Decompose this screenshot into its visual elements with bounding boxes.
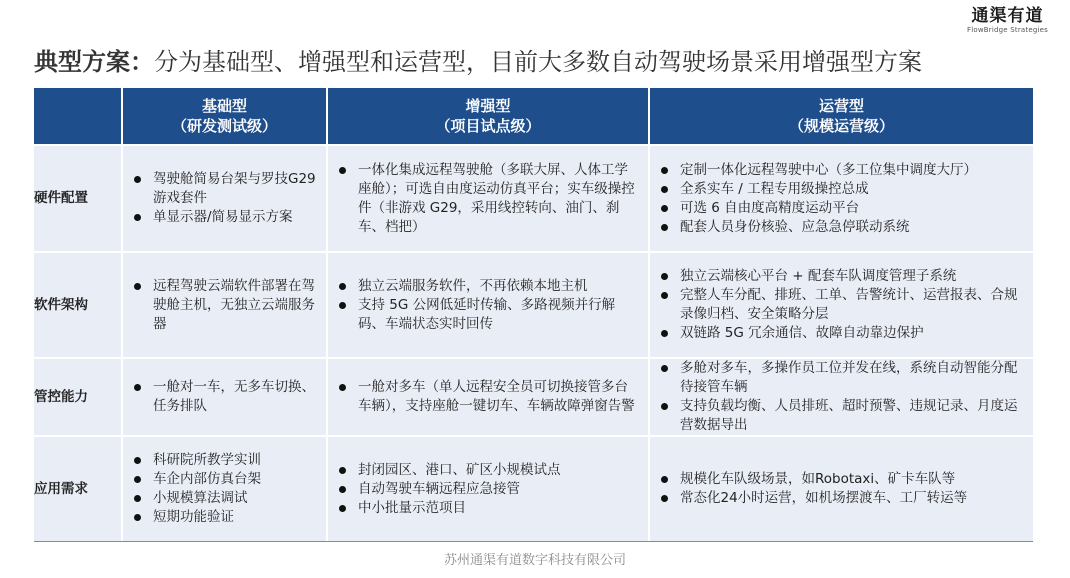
title-bold: 典型方案 <box>34 48 130 76</box>
bottom-divider <box>34 541 1033 542</box>
header-enhanced-sub: （项目试点级） <box>435 117 541 135</box>
cell-hardware-basic <box>122 145 327 252</box>
list-item: 全系实车 / 工程专用级操控总成 <box>680 180 1025 199</box>
slide-title <box>34 46 922 78</box>
list-item: 远程驾驶云端软件部署在驾驶舱主机，无独立云端服务器 <box>153 277 318 334</box>
table-row-application <box>34 436 1033 541</box>
list-item: 多舱对多车，多操作员工位并发在线，系统自动智能分配待接管车辆 <box>680 359 1025 397</box>
cell-hardware-operational <box>649 145 1033 252</box>
title-separator: ： <box>130 48 154 76</box>
list-item: 支持 5G 公网低延时传输、多路视频并行解码、车端状态实时回传 <box>358 296 640 334</box>
cell-control-operational <box>649 358 1033 436</box>
header-basic-sub: （研发测试级） <box>171 117 277 135</box>
list-item: 支持负载均衡、人员排班、超时预警、违规记录、月度运营数据导出 <box>680 397 1025 435</box>
header-enhanced <box>327 88 649 145</box>
row-label-control: 管控能力 <box>34 358 122 436</box>
cell-hardware-enhanced <box>327 145 649 252</box>
header-basic-name: 基础型 <box>201 97 247 115</box>
logo-en-text: FlowBridge Strategies <box>967 26 1048 34</box>
table-row-control <box>34 358 1033 436</box>
list-item: 可选 6 自由度高精度运动平台 <box>680 199 1025 218</box>
list-item: 自动驾驶车辆远程应急接管 <box>358 480 640 499</box>
list-item: 小规模算法调试 <box>153 489 318 508</box>
list-item: 一舱对一车，无多车切换、任务排队 <box>153 378 318 416</box>
row-label-hardware: 硬件配置 <box>34 145 122 252</box>
cell-control-basic <box>122 358 327 436</box>
list-item: 独立云端核心平台 + 配套车队调度管理子系统 <box>680 267 1025 286</box>
cell-control-enhanced <box>327 358 649 436</box>
row-label-software: 软件架构 <box>34 252 122 358</box>
cell-application-basic <box>122 436 327 541</box>
logo-cn-text: 通渠有道 <box>971 6 1044 26</box>
list-item: 科研院所教学实训 <box>153 451 318 470</box>
company-logo <box>967 6 1048 35</box>
cell-application-operational <box>649 436 1033 541</box>
table-header-row <box>34 88 1033 145</box>
title-rest: 分为基础型、增强型和运营型，目前大多数自动驾驶场景采用增强型方案 <box>154 48 922 76</box>
cell-software-enhanced <box>327 252 649 358</box>
table-row-software <box>34 252 1033 358</box>
list-item: 一舱对多车（单人远程安全员可切换接管多台车辆），支持座舱一键切车、车辆故障弹窗告警 <box>358 378 640 416</box>
list-item: 短期功能验证 <box>153 508 318 527</box>
list-item: 一体化集成远程驾驶舱（多联大屏、人体工学座舱）；可选自由度运动仿真平台；实车级操控件（非游戏 G29，采用线控转向、油门、刹车、档把） <box>358 161 640 237</box>
cell-software-operational <box>649 252 1033 358</box>
list-item: 双链路 5G 冗余通信、故障自动靠边保护 <box>680 324 1025 343</box>
row-label-application: 应用需求 <box>34 436 122 541</box>
header-basic <box>122 88 327 145</box>
header-operational-sub: （规模运营级） <box>788 117 894 135</box>
header-corner <box>34 88 122 145</box>
plan-comparison-table <box>34 88 1033 541</box>
list-item: 车企内部仿真台架 <box>153 470 318 489</box>
header-operational-name: 运营型 <box>818 97 864 115</box>
list-item: 驾驶舱简易台架与罗技G29游戏套件 <box>153 170 318 208</box>
list-item: 中小批量示范项目 <box>358 499 640 518</box>
list-item: 规模化车队级场景，如Robotaxi、矿卡车队等 <box>680 470 1025 489</box>
list-item: 定制一体化远程驾驶中心（多工位集中调度大厅） <box>680 161 1025 180</box>
cell-application-enhanced <box>327 436 649 541</box>
header-enhanced-name: 增强型 <box>465 97 511 115</box>
header-operational <box>649 88 1033 145</box>
list-item: 独立云端服务软件，不再依赖本地主机 <box>358 277 640 296</box>
table-row-hardware <box>34 145 1033 252</box>
list-item: 完整人车分配、排班、工单、告警统计、运营报表、合规录像归档、安全策略分层 <box>680 286 1025 324</box>
list-item: 单显示器/简易显示方案 <box>153 208 318 227</box>
list-item: 封闭园区、港口、矿区小规模试点 <box>358 461 640 480</box>
list-item: 常态化24小时运营，如机场摆渡车、工厂转运等 <box>680 489 1025 508</box>
list-item: 配套人员身份核验、应急急停联动系统 <box>680 218 1025 237</box>
cell-software-basic <box>122 252 327 358</box>
footer-company-name: 苏州通渠有道数字科技有限公司 <box>443 553 626 568</box>
